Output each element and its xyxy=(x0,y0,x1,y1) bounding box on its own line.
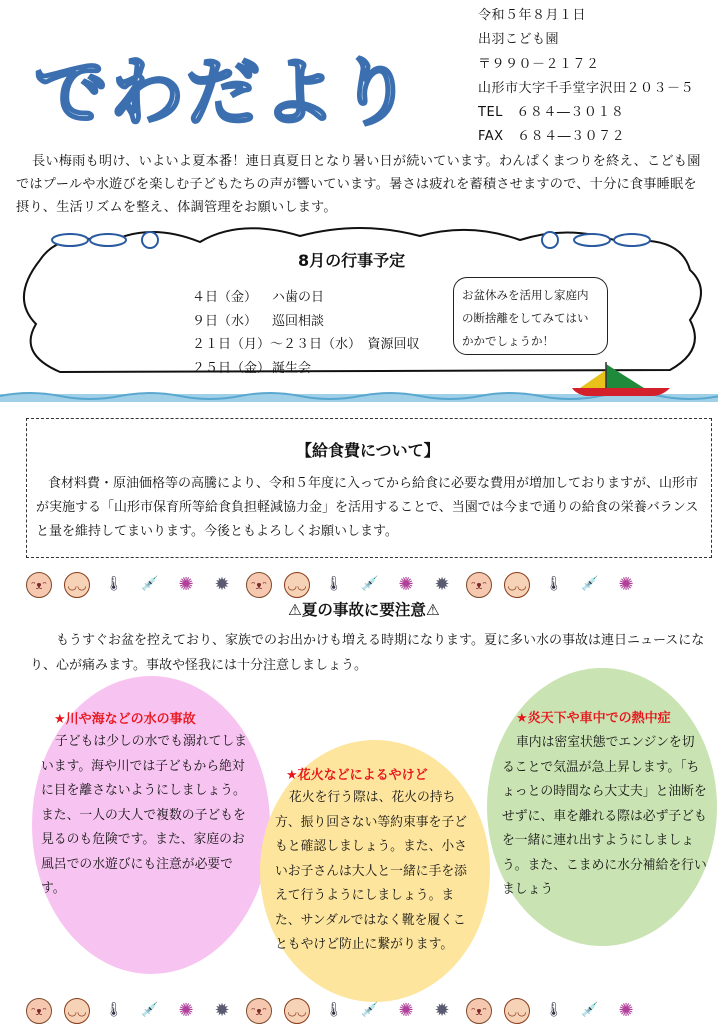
syringe-icon: 💉 xyxy=(361,1002,379,1018)
sick-child-icon: ᵔᴥᵔ xyxy=(26,572,52,598)
event-date: ９日（水） xyxy=(192,313,258,329)
thermometer-icon: 🌡 xyxy=(105,576,123,592)
germ-icon: ✹ xyxy=(214,999,230,1021)
syringe-icon: 💉 xyxy=(581,1002,599,1018)
event-date: ２１日（月）～２３日（水） xyxy=(192,337,355,352)
speech-bubble xyxy=(453,277,608,355)
sick-child-icon: ᵔᴥᵔ xyxy=(246,998,272,1024)
bubble-line: お盆休みを活用し家庭内 xyxy=(462,288,589,302)
decorative-icon-row xyxy=(26,998,638,1024)
event-name: ハ歯の日 xyxy=(272,290,325,305)
virus-icon: ✺ xyxy=(398,573,414,595)
event-date: ４日（金） xyxy=(192,290,258,305)
thermometer-icon: 🌡 xyxy=(545,576,563,592)
girl-face-icon: ◡◡ xyxy=(64,998,90,1024)
syringe-icon: 💉 xyxy=(361,576,379,592)
girl-face-icon: ◡◡ xyxy=(284,998,310,1024)
sick-child-icon: ᵔᴥᵔ xyxy=(246,572,272,598)
bubble-line: の断捨離をしてみてはい xyxy=(462,311,589,325)
thermometer-icon: 🌡 xyxy=(545,1002,563,1018)
summer-accident-title: ⚠夏の事故に要注意⚠ xyxy=(288,601,440,619)
firework-burn-heading: ★花火などによるやけど xyxy=(286,768,428,783)
sick-child-icon: ᵔᴥᵔ xyxy=(26,998,52,1024)
virus-icon: ✺ xyxy=(178,999,194,1021)
thermometer-icon: 🌡 xyxy=(105,1002,123,1018)
sick-child-icon: ᵔᴥᵔ xyxy=(466,572,492,598)
sick-child-icon: ᵔᴥᵔ xyxy=(466,998,492,1024)
phone-number: TEL ６８４―３０１８ xyxy=(478,105,625,121)
event-name: 資源回収 xyxy=(367,337,420,352)
syringe-icon: 💉 xyxy=(141,576,159,592)
issue-date: 令和５年８月１日 xyxy=(478,8,587,23)
heatstroke-heading: ★炎天下や車中での熱中症 xyxy=(516,711,671,726)
event-item xyxy=(192,310,420,334)
heatstroke-body: 車内は密室状態でエンジンを切ることで気温が急上昇します。「ちょっとの時間なら大丈夫」と油断をせずに、車を離れる際は必ず子どもを一緒に連れ出すようにしましょう。また、こまめに水分補給を行いましょう xyxy=(502,735,707,897)
syringe-icon: 💉 xyxy=(581,576,599,592)
event-item xyxy=(192,357,420,381)
event-schedule-title: 8月の行事予定 xyxy=(298,251,406,270)
water-accident-heading: ★川や海などの水の事故 xyxy=(54,712,196,727)
germ-icon: ✹ xyxy=(434,999,450,1021)
postal-code: 〒９９０－２１７２ xyxy=(478,56,600,72)
virus-icon: ✺ xyxy=(618,999,634,1021)
school-name: 出羽こども園 xyxy=(478,32,560,48)
newsletter-title-graphic xyxy=(30,38,430,138)
girl-face-icon: ◡◡ xyxy=(504,572,530,598)
germ-icon: ✹ xyxy=(214,573,230,595)
virus-icon: ✺ xyxy=(618,573,634,595)
contact-info xyxy=(478,4,694,150)
event-list xyxy=(192,286,420,380)
address: 山形市大字千手堂字沢田２０３－５ xyxy=(478,80,695,96)
intro-paragraph: 長い梅雨も明け、いよいよ夏本番！連日真夏日となり暑い日が続いています。わんぱくまつりを終え、こども園ではプールや水遊びを楽しむ子どもたちの声が響いています。暑さは疲れを蓄積させますので、十分に食事睡眠を摂り、生活リズムを整え、体調管理をお願いします。 xyxy=(16,154,701,215)
girl-face-icon: ◡◡ xyxy=(284,572,310,598)
water-accident-body: 子どもは少しの水でも溺れてしまいます。海や川では子どもから絶対に目を離さないようにしましょう。また、一人の大人で複数の子どもを見るのも危険です。また、家庭のお風呂での水遊びにも注意が必要です。 xyxy=(41,734,247,896)
lunch-fee-title: 【給食費について】 xyxy=(296,441,440,460)
lunch-fee-body: 食材料費・原油価格等の高騰により、令和５年度に入ってから給食に必要な費用が増加しておりますが、山形市が実施する「山形市保育所等給食負担軽減協力金」を活用することで、当園では今まで通りの給食の栄養バランスと量を維持してまいります。今後ともよろしくお願いします。 xyxy=(36,476,699,539)
event-date: ２５日（金） xyxy=(192,360,271,376)
event-item xyxy=(192,286,420,310)
virus-icon: ✺ xyxy=(178,573,194,595)
bubble-line: かかでしょうか！ xyxy=(462,334,554,348)
thermometer-icon: 🌡 xyxy=(325,576,343,592)
fax-number: FAX ６８４―３０７２ xyxy=(478,129,626,145)
syringe-icon: 💉 xyxy=(141,1002,159,1018)
decorative-icon-row xyxy=(26,572,638,598)
summer-accident-body: もうすぐお盆を控えており、家族でのお出かけも増える時期になります。夏に多い水の事故は連日ニュースになり、心が痛みます。事故や怪我には十分注意しましょう。 xyxy=(30,633,705,673)
firework-burn-body: 花火を行う際は、花火の持ち方、振り回さない等約束事を子どもと確認しましょう。また、小さいお子さんは大人と一緒に手を添えて行うようにしましょう。また、サンダルではなく靴を履くこともやけど防止に繋がります。 xyxy=(275,790,467,952)
thermometer-icon: 🌡 xyxy=(325,1002,343,1018)
sailboat-icon xyxy=(566,362,686,398)
germ-icon: ✹ xyxy=(434,573,450,595)
girl-face-icon: ◡◡ xyxy=(504,998,530,1024)
event-name: 巡回相談 xyxy=(272,313,325,329)
virus-icon: ✺ xyxy=(398,999,414,1021)
newsletter-title: でわだより xyxy=(34,50,414,136)
girl-face-icon: ◡◡ xyxy=(64,572,90,598)
event-item xyxy=(192,333,420,357)
event-name: 誕生会 xyxy=(272,360,312,376)
